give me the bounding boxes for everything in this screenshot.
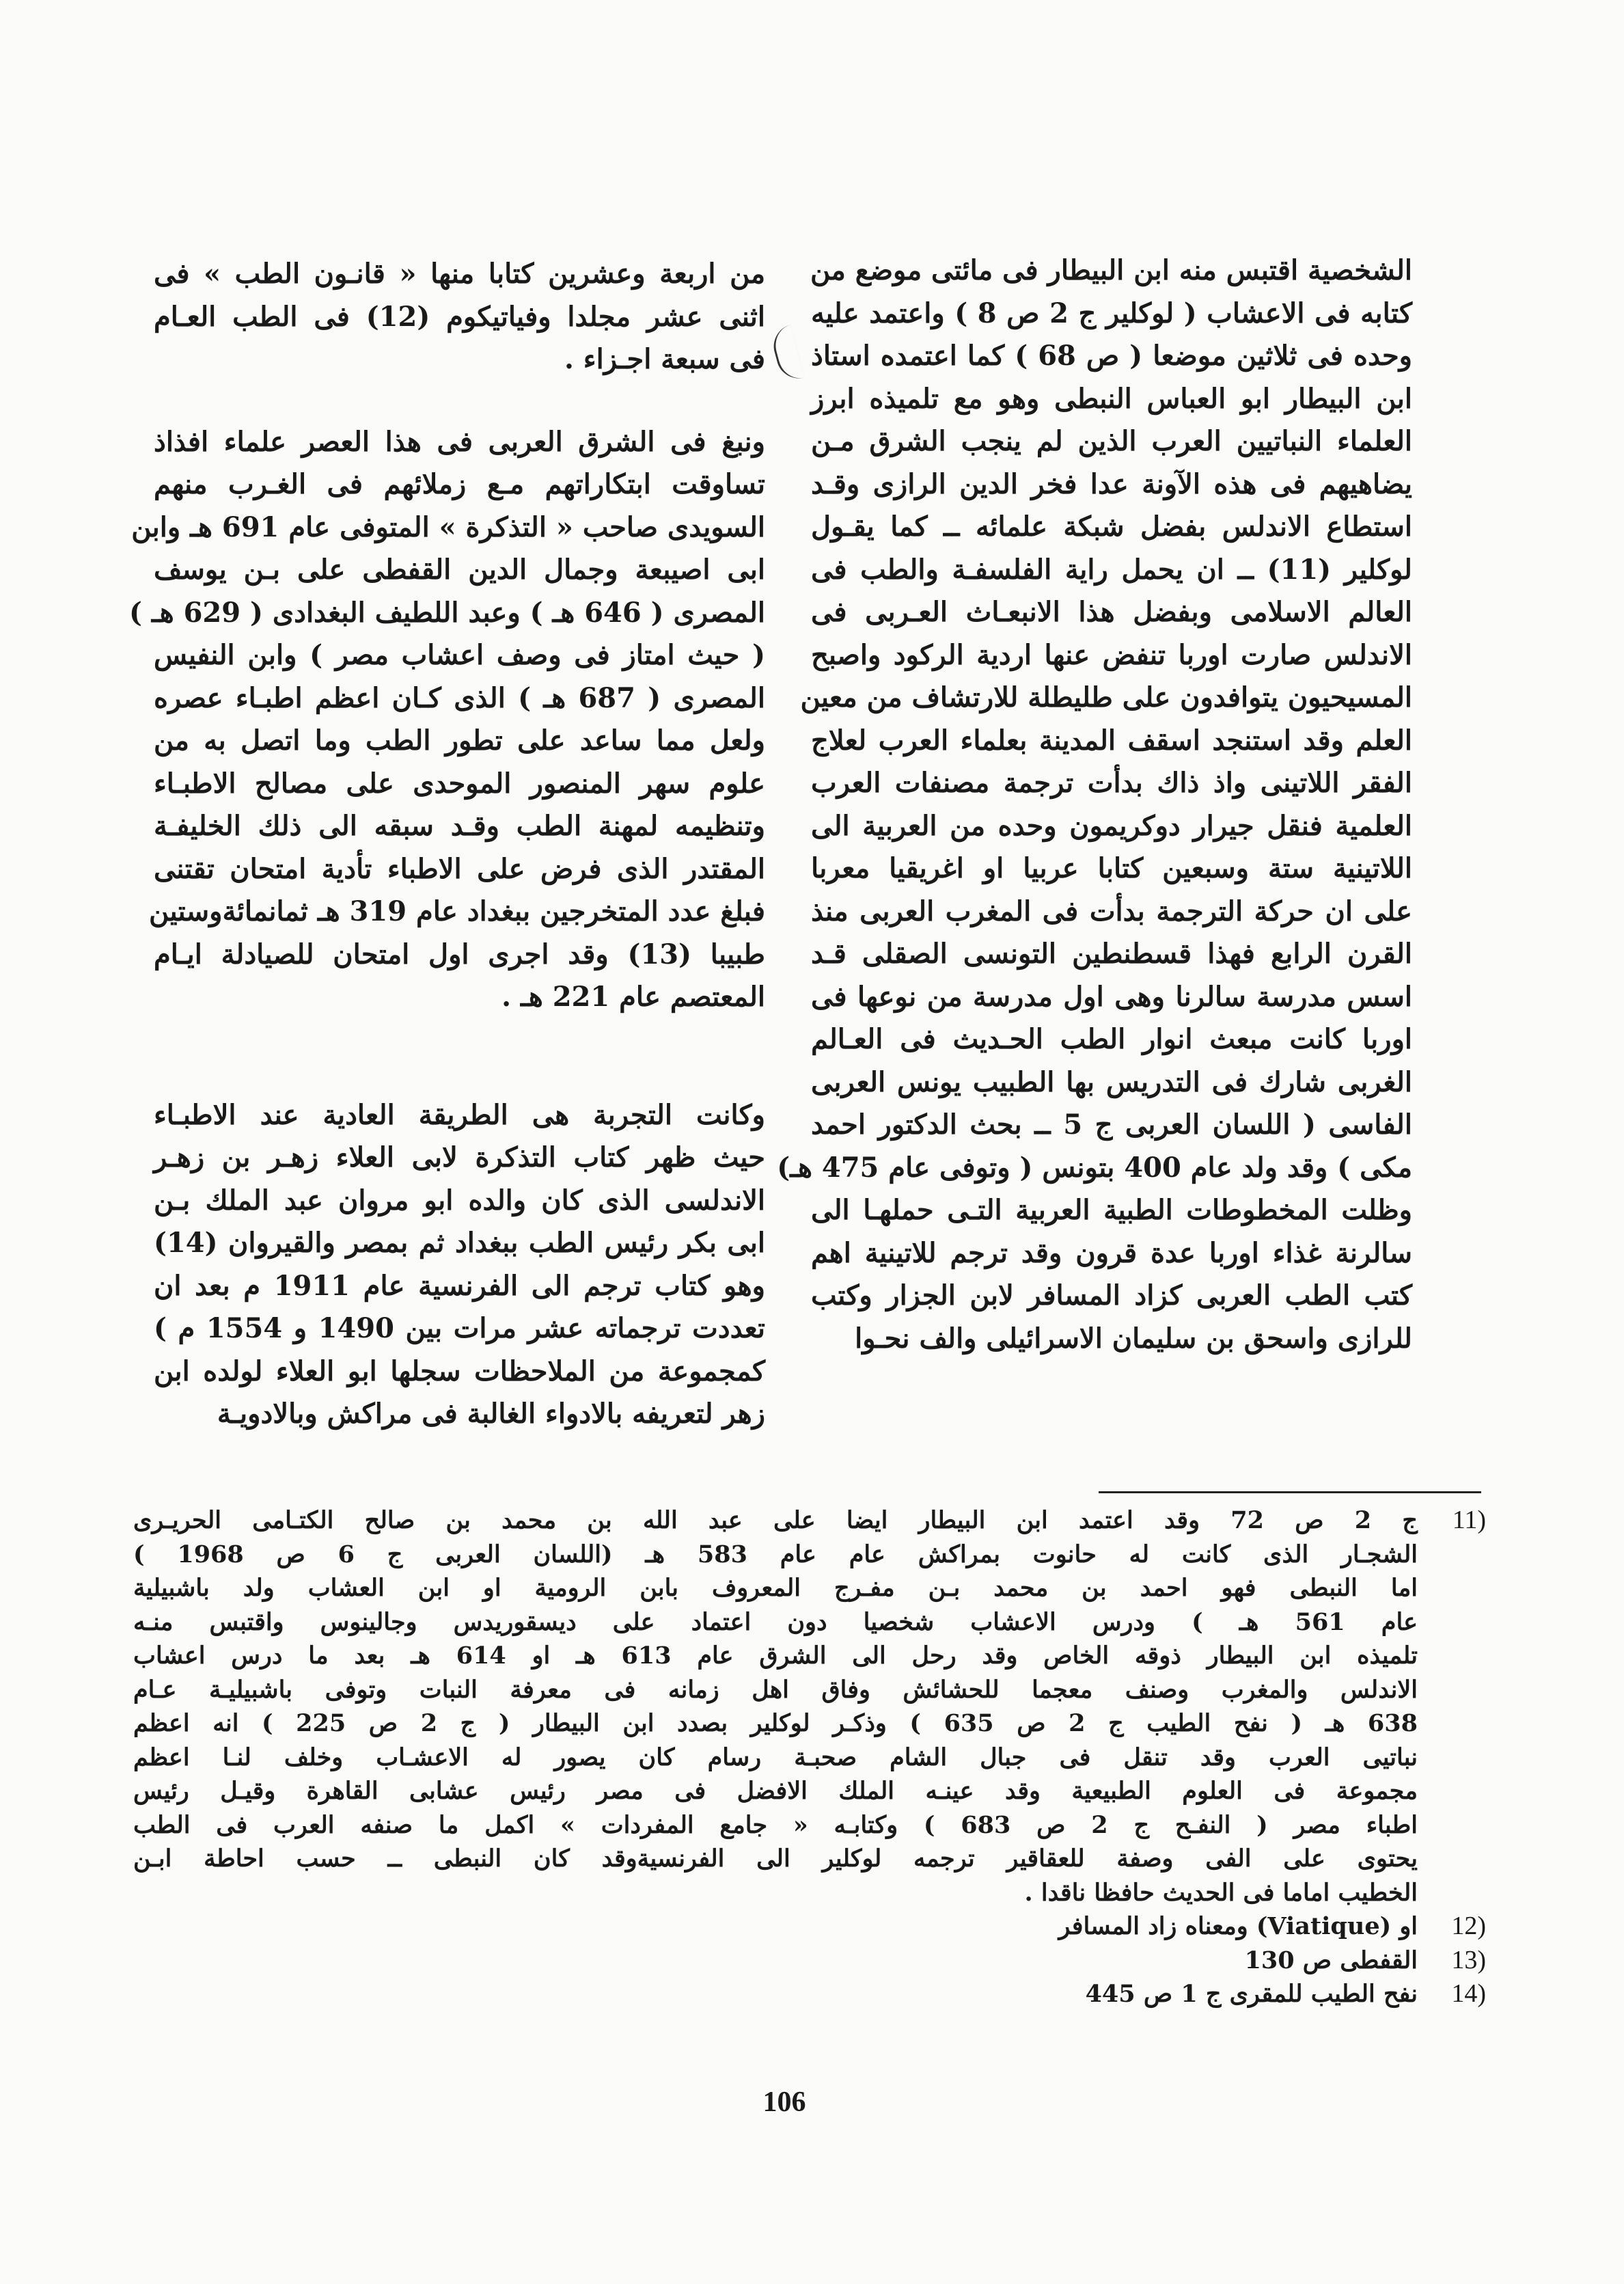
footnote <box>133 1944 1486 1978</box>
text-line: للرازى واسحق بن سليمان الاسرائيلى والف نحـوا <box>855 1322 1412 1355</box>
text-line: فبلغ عدد المتخرجين ببغداد عام 319 هـ ثمانمائةوستين <box>149 895 765 927</box>
footnote-text <box>133 1977 1418 2011</box>
footnote-number: 11) <box>1452 1506 1486 1534</box>
text-line: العلم وقد استنجد اسقف المدينة بعلماء العرب لعلاج <box>811 724 1412 757</box>
text-line: الفقر اللاتينى واذ ذاك بدأت ترجمة مصنفات العرب <box>811 767 1412 799</box>
footnote-number: 13) <box>1451 1945 1486 1974</box>
footnote-line: نباتيى العرب وقد تنقل فى جبال الشام صحبـة رسام كان يصور له الاعشـاب وخلف لنـا اعظم <box>133 1743 1418 1771</box>
text-line: القرن الرابع فهذا قسطنطين التونسى الصقلى قـد <box>811 938 1412 970</box>
footnote-separator <box>1099 1491 1481 1493</box>
text-line: كمجموعة من الملاحظات سجلها ابو العلاء لولده ابن <box>154 1355 765 1387</box>
footnote-line: الاندلس والمغرب وصنف معجما للحشائش وفاق اهل زمانه فى معرفة النبات وتوفى باشبيليـة عـام <box>133 1675 1418 1704</box>
text-line: حيث ظهر كتاب التذكرة لابى العلاء زهـر بن زهـر <box>154 1141 765 1173</box>
footnote-line: عام 561 هـ ) ودرس الاعشاب شخصيا دون اعتماد على ديسقوريدس وجالينوس واقتبس منـه <box>133 1607 1418 1636</box>
text-line: ونبغ فى الشرق العربى فى هذا العصر علماء افذاذ <box>154 425 765 458</box>
text-line: زهر لتعريفه بالادواء الغالبة فى مراكش وبالادويـة <box>217 1398 765 1430</box>
text-line: لوكلير (11) ــ ان يحمل راية الفلسفـة والطب فى <box>811 553 1412 586</box>
text-line: اثنى عشر مجلدا وفياتيكوم (12) فى الطب العـام <box>154 300 766 333</box>
text-line: وهو كتاب ترجم الى الفرنسية عام 1911 م بعد ان <box>154 1269 765 1302</box>
footnote-line: او (Viatique) ومعناه زاد المسافر <box>1058 1912 1418 1940</box>
text-line: اسس مدرسة سالرنا وهى اول مدرسة من نوعها فى <box>811 980 1412 1013</box>
footnote-line: الخطيب اماما فى الحديث حافظا ناقدا . <box>1024 1878 1418 1907</box>
footnote-line: مجموعة فى العلوم الطبيعية وقد عينـه الملك الافضل فى مصر رئيس عشابى القاهرة وقيـل رئيس <box>133 1777 1418 1805</box>
text-line: العلماء النباتيين العرب الذين لم ينجب الشرق مـن <box>811 425 1412 457</box>
text-line: مكى ) وقد ولد عام 400 بتونس ( وتوفى عام 475 هـ) <box>777 1151 1412 1184</box>
text-line: العالم الاسلامى وبفضل هذا الانبعـاث العـربى فى <box>811 596 1412 628</box>
text-line: ابى بكر رئيس الطب ببغداد ثم بمصر والقيروان (14) <box>154 1227 765 1259</box>
text-line: وظلت المخطوطات الطبية العربية التـى حملهـا الى <box>811 1194 1412 1226</box>
footnote-text <box>133 1944 1418 1978</box>
footnote-line: تلميذه ابن البيطار ذوقه الخاص وقد رحل الى الشرق عام 613 هـ او 614 هـ بعد ما درس اعشاب <box>133 1642 1418 1670</box>
text-line: وتنظيمه لمهنة الطب وقـد سبقه الى ذلك الخليفـة <box>154 810 765 842</box>
footnote-line: اما النبطى فهو احمد بن محمد بـن مفـرج المعروف بابن الرومية او ابن العشاب ولد باشبيلية <box>133 1574 1418 1602</box>
text-line: ولعل مما ساعد على تطور الطب وما اتصل به من <box>154 724 765 757</box>
footnote <box>133 1909 1486 1944</box>
paragraph <box>154 253 765 381</box>
text-line: على ان حركة الترجمة بدأت فى المغرب العربى منذ <box>811 895 1412 927</box>
footnotes-section <box>133 1504 1486 2011</box>
text-line: ابى اصيبعة وجمال الدين القفطى على بـن يوسف <box>154 554 765 586</box>
footnote <box>133 1504 1486 1909</box>
footnote-line: الشجـار الذى كانت له حانوت بمراكش عام عام 583 هـ (اللسان العربى ج 6 ص 1968 ) <box>133 1540 1418 1568</box>
text-line: اللاتينية ستة وسبعين كتابا عربيا او اغريقيا معربا <box>811 852 1413 884</box>
text-line: السويدى صاحب « التذكرة » المتوفى عام 691 هـ وابن <box>131 511 765 543</box>
text-line: تعددت ترجماته عشر مرات بين 1490 و 1554 م ) <box>154 1312 766 1344</box>
text-line: علوم سهر المنصور الموحدى على مصالح الاطبـاء <box>154 767 765 800</box>
footnote-line: القفطى ص 130 <box>1244 1946 1418 1974</box>
footnote-number: 12) <box>1451 1912 1486 1940</box>
text-line: سالرنة غذاء اوربا عدة قرون وقد ترجم للاتينية اهم <box>811 1236 1412 1269</box>
text-line: العلمية فنقل جيرار دوكريمون وحده من العربية الى <box>811 809 1412 842</box>
footnote-text <box>133 1909 1418 1944</box>
text-line: اوربا كانت مبعث انوار الطب الحـديث فى العـالم <box>811 1023 1412 1055</box>
left-column <box>129 253 766 1436</box>
text-line: يضاهيهم فى هذه الآونة عدا فخر الدين الرازى وقـد <box>811 467 1412 500</box>
page-number: 106 <box>762 2086 806 2118</box>
paragraph <box>777 249 1413 1360</box>
text-line: طبيبا (13) وقد اجرى اول امتحان للصيادلة ايـام <box>154 938 766 970</box>
text-line: من اربعة وعشرين كتابا منها « قانـون الطب » فى <box>154 258 765 290</box>
footnote-text <box>133 1504 1418 1909</box>
footnote <box>133 1977 1486 2011</box>
text-line: ابن البيطار ابو العباس النبطى وهو مع تلميذه ابرز <box>811 382 1412 415</box>
text-line: استطاع الاندلس بفضل شبكة علمائه ــ كما يقـول <box>811 511 1412 543</box>
text-line: المقتدر الذى فرض على الاطباء تأدية امتحان تقتنى <box>154 852 765 885</box>
text-line: المصرى ( 646 هـ ) وعبد اللطيف البغدادى ( 629 هـ ) <box>129 596 765 629</box>
text-line: تساوقت ابتكاراتهم مـع زملائهم فى الغـرب منهم <box>154 468 765 500</box>
footnote-number: 14) <box>1451 1979 1486 2008</box>
text-line: كتابه فى الاعشاب ( لوكلير ج 2 ص 8 ) واعتمد عليه <box>811 297 1412 329</box>
right-column <box>777 249 1413 1360</box>
text-line: المصرى ( 687 هـ ) الذى كـان اعظم اطبـاء عصره <box>154 681 765 714</box>
handwritten-bracket-mark <box>769 325 805 383</box>
text-line: الشخصية اقتبس منه ابن البيطار فى مائتى موضع من <box>810 254 1412 286</box>
text-line: كتب الطب العربى كزاد المسافر لابن الجزار وكتب <box>811 1279 1412 1311</box>
text-line: الاندلسى الذى كان والده ابو مروان عبد الملك بـن <box>154 1184 765 1216</box>
text-line: وكانت التجربة هى الطريقة العادية عند الاطبـاء <box>154 1098 765 1131</box>
paragraph <box>129 421 766 1019</box>
paragraph <box>154 1094 765 1436</box>
footnote-line: اطباء مصر ( النفـح ج 2 ص 683 ) وكتابـه « جامع المفردات » اكمل ما صنفه العرب فى الطب <box>133 1810 1418 1839</box>
text-line: ( حيث امتاز فى وصف اعشاب مصر ) وابن النفيس <box>154 639 765 671</box>
text-line: الغربى شارك فى التدريس بها الطبيب يونس العربى <box>811 1065 1412 1098</box>
footnote-line: ج 2 ص 72 وقد اعتمد ابن البيطار ايضا على عبد الله بن محمد بن صالح الكتـامى الحريـرى <box>133 1506 1418 1534</box>
footnote-line: 638 هـ ( نفح الطيب ج 2 ص 635 ) وذكـر لوكلير بصدد ابن البيطار ( ج 2 ص 225 ) انه اعظم <box>133 1709 1418 1737</box>
text-line: المسيحيون يتوافدون على طليطلة للارتشاف من معين <box>800 681 1412 713</box>
footnote-line: يحتوى على الفى وصفة للعقاقير ترجمه لوكلير الى الفرنسيةوقد كان النبطى ــ حسب احاطة ابـن <box>133 1845 1418 1873</box>
text-line: فى سبعة اجـزاء . <box>564 343 765 375</box>
text-line: الفاسى ( اللسان العربى ج 5 ــ بحث الدكتور احمد <box>811 1109 1412 1141</box>
footnote-line: نفح الطيب للمقرى ج 1 ص 445 <box>1085 1980 1418 2008</box>
text-line: الاندلس صارت اوربا تنفض عنها اردية الركود واصبح <box>811 638 1412 671</box>
text-line: وحده فى ثلاثين موضعا ( ص 68 ) كما اعتمده استاذ <box>811 340 1412 372</box>
text-line: المعتصم عام 221 هـ . <box>501 981 765 1013</box>
